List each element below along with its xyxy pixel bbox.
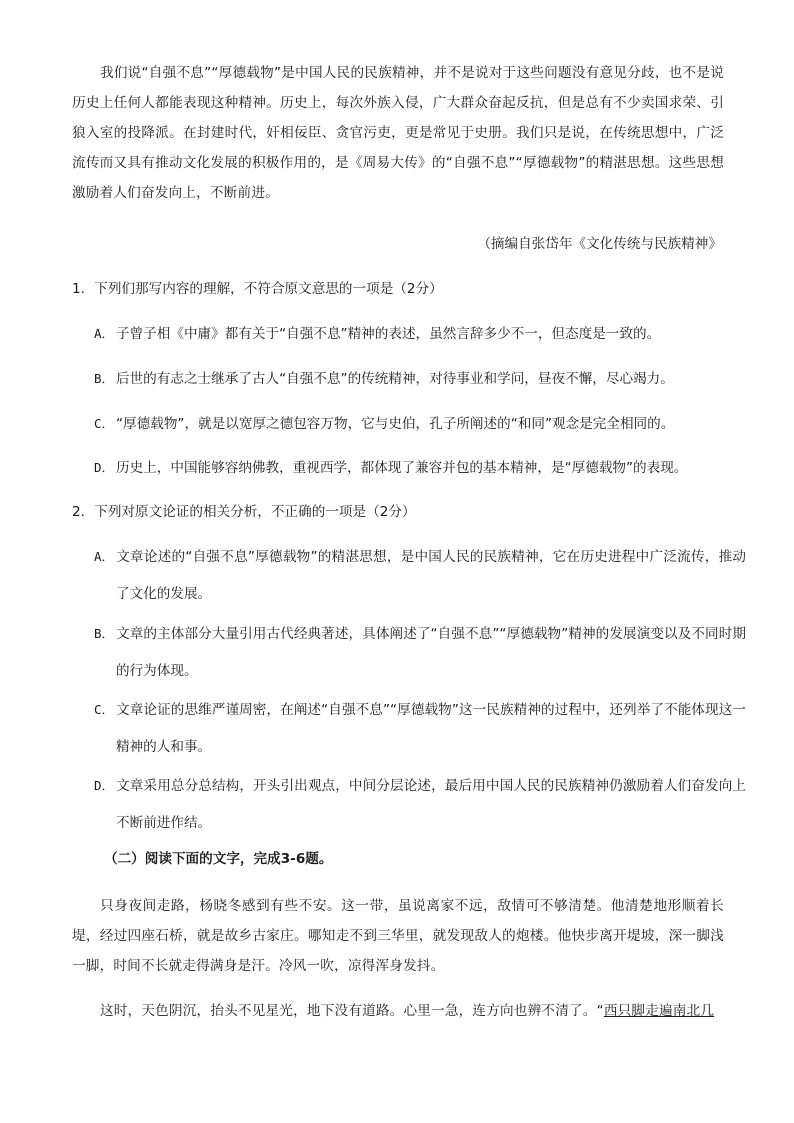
question-1-option-a	[94, 319, 746, 349]
option-text: 文章的主体部分大量引用古代经典著述，具体阐述了“自强不息”“厚德载物”精神的发展演变以及不同时期的行为体现。	[116, 626, 746, 679]
question-2-stem: 2．下列对原文论证的相关分析，不正确的一项是（2分）	[72, 504, 416, 520]
option-text: 文章采用总分总结构，开头引出观点，中间分层论述，最后用中国人民的民族精神仍激励着人们奋发向上不断前进作结。	[116, 778, 746, 831]
question-2-option-d	[94, 767, 746, 842]
question-1-option-b	[94, 364, 746, 394]
question-2-option-a	[94, 538, 746, 613]
option-text: 文章论述的“自强不息”厚德载物”的精湛思想，是中国人民的民族精神，它在历史进程中广泛流传，推动了文化的发展。	[116, 549, 746, 602]
question-2-option-b	[94, 615, 746, 690]
section-heading: （二）阅读下面的文字，完成3-6题。	[104, 851, 333, 867]
option-text: “厚德载物”，就是以宽厚之德包容万物，它与史伯，孔子所阐述的“和同”观念是完全相同的。	[116, 416, 675, 432]
question-1-stem: 1．下列们那写内容的理解，不符合原文意思的一项是（2分）	[72, 281, 443, 297]
passage-paragraph: 我们说“自强不息”“厚德载物”是中国人民的民族精神，并不是说对于这些问题没有意见分歧，也不是说历史上任何人都能表现这种精神。历史上，每次外族入侵，广大群众奋起反抗，但是总有不少卖国求荣、引狼入室的投降派。在封建时代，奸相佞臣、贪官污吏，更是常见于史册。我们只是说，在传统思想中，广泛流传而又具有推动文化发展的积极作用的，是《周易大传》的“自强不息”“厚德载物”的精湛思想。这些思想激励着人们奋发向上，不断前进。	[72, 65, 724, 201]
option-letter: B．	[94, 626, 115, 641]
option-text: 历史上，中国能够容纳佛教，重视西学，都体现了兼容并包的基本精神，是“厚德载物”的表现。	[116, 460, 688, 476]
underlined-text: 西只脚走遍南北几	[603, 1003, 715, 1019]
option-text: 后世的有志之士继承了古人“自强不息”的传统精神，对待事业和学问，昼夜不懈，尽心竭力。	[116, 371, 674, 387]
option-letter: D．	[94, 460, 115, 475]
question-1-option-c	[94, 409, 746, 439]
story-paragraph: 只身夜间走路，杨晓冬感到有些不安。这一带，虽说离家不远，敌情可不够清楚。他清楚地形顺着长堤，经过四座石桥，就是故乡古家庄。哪知走不到三华里，就发现敌人的炮楼。他快步离开堤坡，深一脚浅一脚，时间不长就走得满身是汗。冷风一吹，凉得浑身发抖。	[72, 898, 724, 974]
option-letter: D．	[94, 778, 115, 793]
option-text: 文章论证的思维严谨周密，在阐述“自强不息”“厚德载物”这一民族精神的过程中，还列举了不能体现这一精神的人和事。	[116, 702, 746, 755]
option-letter: C．	[94, 416, 115, 431]
story-text: 这时，天色阴沉，抬头不见星光，地下没有道路。心里一急，连方向也辨不清了。“	[100, 1003, 604, 1019]
option-letter: A．	[94, 326, 115, 341]
option-letter: B．	[94, 371, 115, 386]
question-1-option-d	[94, 453, 746, 483]
story-paragraph	[72, 996, 724, 1026]
passage-source: （摘编自张岱年《文化传统与民族精神》	[477, 236, 722, 252]
option-text: 子曾子相《中庸》都有关于“自强不息”精神的表述，虽然言辞多少不一，但态度是一致的。	[116, 326, 661, 342]
option-letter: C．	[94, 702, 115, 717]
question-2-option-c	[94, 691, 746, 766]
option-letter: A．	[94, 549, 115, 564]
